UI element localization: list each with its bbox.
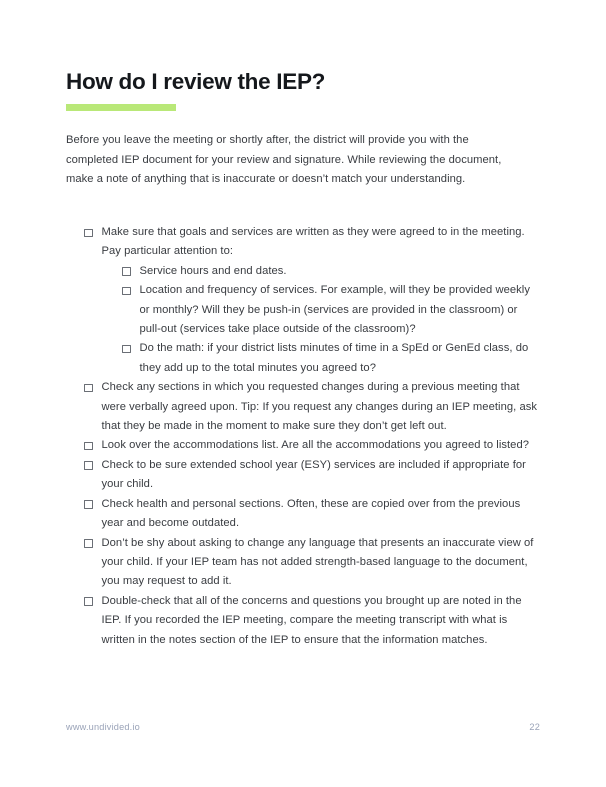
intro-paragraph: Before you leave the meeting or shortly after, the district will provide you with the completed IEP document for your review and signature. While reviewing the document, make a note of anything that is inaccurate or doesn’t match your understanding. — [66, 134, 502, 186]
checklist — [66, 223, 540, 650]
footer-website: www.undivided.io — [66, 722, 140, 732]
checklist-subitem-label: Service hours and end dates. — [139, 264, 287, 277]
checklist-item-label: Don’t be shy about asking to change any language that presents an inaccurate view of your child. If your IEP team has not added strength-based language to the document, you may request to add it. — [101, 536, 534, 588]
checklist-item[interactable] — [66, 378, 540, 436]
checklist-item[interactable] — [66, 456, 540, 495]
checklist-item[interactable] — [66, 534, 540, 592]
footer-page-number: 22 — [529, 722, 540, 732]
checklist-subitem-label: Do the math: if your district lists minutes of time in a SpEd or GenEd class, do they add up to the total minutes you agreed to? — [139, 342, 529, 374]
page-footer — [66, 722, 540, 732]
checklist-item-label: Check to be sure extended school year (ESY) services are included if appropriate for your child. — [101, 458, 526, 491]
checkbox-icon[interactable] — [122, 345, 131, 354]
checklist-item-label: Make sure that goals and services are written as they were agreed to in the meeting. Pay particular attention to: — [101, 226, 525, 258]
checklist-subitem[interactable] — [66, 262, 540, 281]
checkbox-icon[interactable] — [84, 500, 93, 509]
checklist-subitem[interactable] — [66, 281, 540, 339]
checkbox-icon[interactable] — [84, 442, 93, 451]
checklist-item[interactable] — [66, 436, 540, 455]
checkbox-icon[interactable] — [84, 384, 93, 393]
checkbox-icon[interactable] — [84, 229, 93, 238]
checklist-subitem-label: Location and frequency of services. For example, will they be provided weekly or monthly? Will they be push-in (services are provided in the classroom) or pull-out (services take place outside of the classroom)? — [139, 284, 530, 336]
title-accent-rule — [66, 104, 176, 111]
checklist-item-label: Look over the accommodations list. Are all the accommodations you agreed to listed? — [101, 439, 530, 452]
checklist-item[interactable] — [66, 592, 540, 650]
checkbox-icon[interactable] — [84, 461, 93, 470]
checklist-item[interactable] — [66, 495, 540, 534]
checkbox-icon[interactable] — [84, 539, 93, 548]
checkbox-icon[interactable] — [122, 287, 131, 296]
checklist-subitem[interactable] — [66, 339, 540, 378]
page-title: How do I review the IEP? — [66, 69, 326, 94]
checkbox-icon[interactable] — [84, 597, 93, 606]
checklist-item-label: Check health and personal sections. Often, these are copied over from the previous year and become outdated. — [101, 497, 521, 530]
checklist-item-label: Double-check that all of the concerns and questions you brought up are noted in the IEP. If you recorded the IEP meeting, compare the meeting transcript with what is written in the notes section of the IEP to ensure that the information matches. — [101, 594, 522, 646]
checklist-item[interactable] — [66, 223, 540, 262]
checklist-sublist — [66, 262, 540, 378]
checkbox-icon[interactable] — [122, 267, 131, 276]
title-block — [66, 68, 536, 111]
checklist-item-label: Check any sections in which you requested changes during a previous meeting that were verbally agreed upon. Tip: If you request any changes during an IEP meeting, ask that they be made in the moment to make sure they don’t get left out. — [101, 381, 538, 433]
